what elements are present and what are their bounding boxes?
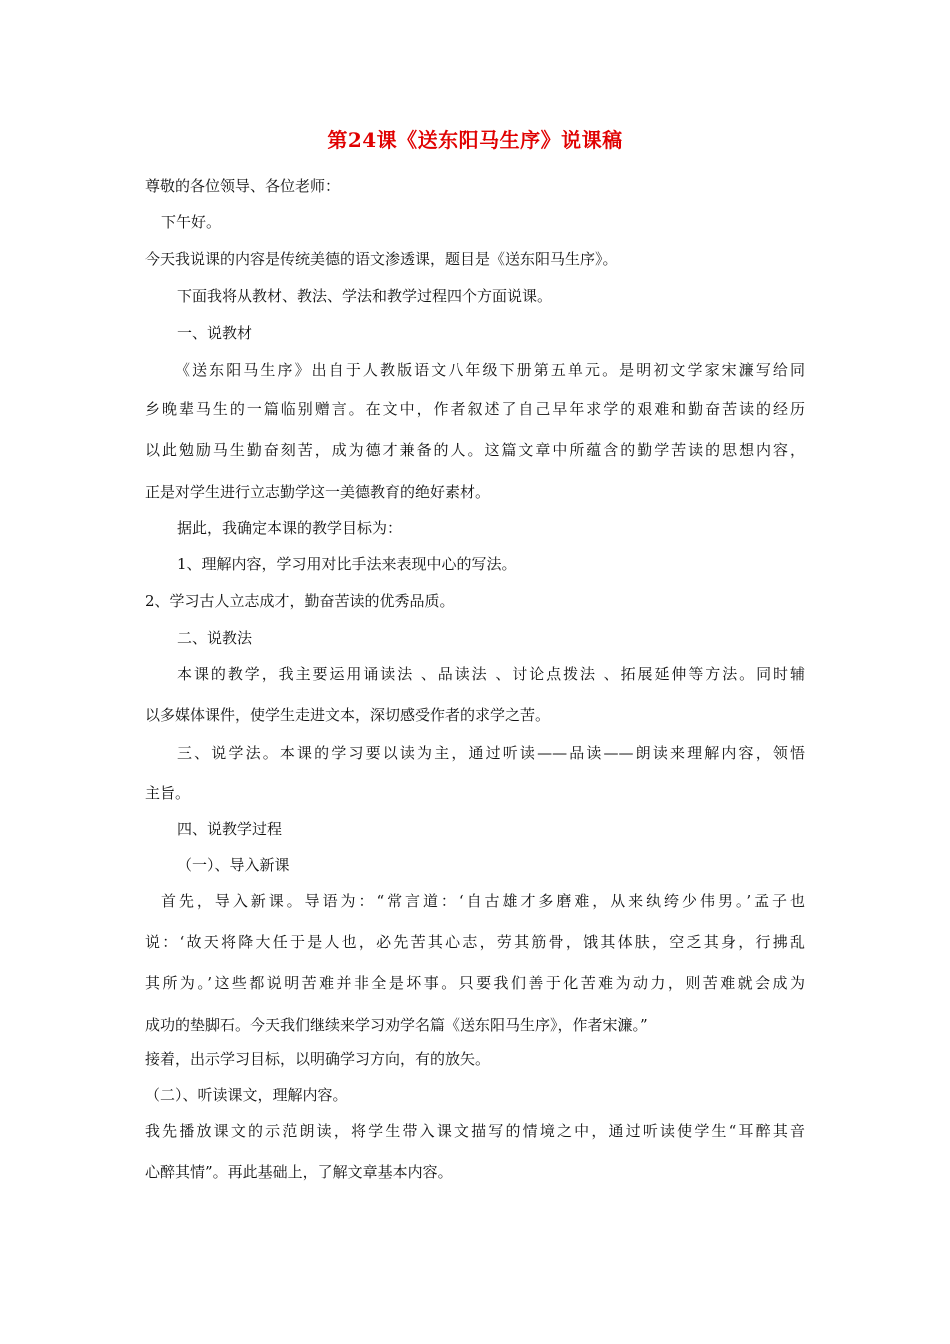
paragraph-line: 以此勉励马生勤奋刻苦，成为德才兼备的人。这篇文章中所蕴含的勤学苦读的思想内容，	[145, 441, 805, 459]
paragraph-line: 以多媒体课件，使学生走进文本，深切感受作者的求学之苦。	[145, 706, 551, 724]
paragraph-line: 主旨。	[145, 784, 191, 802]
greeting: 下午好。	[161, 213, 222, 231]
paragraph-line: 首先，导入新课。导语为：“常言道：‘自古雄才多磨难，从来纨绔少伟男。’孟子也	[161, 892, 805, 910]
paragraph-line: 本课的教学，我主要运用诵读法 、品读法 、讨论点拨法 、拓展延伸等方法。同时辅	[177, 665, 805, 683]
section-heading: 四、说教学过程	[177, 820, 283, 838]
paragraph-line: 正是对学生进行立志勤学这一美德教育的绝好素材。	[145, 483, 491, 501]
salutation: 尊敬的各位领导、各位老师：	[145, 177, 341, 195]
list-item: 1、理解内容，学习用对比手法来表现中心的写法。	[177, 555, 517, 573]
paragraph-line: 我先播放课文的示范朗读，将学生带入课文描写的情境之中，通过听读使学生“耳醉其音	[145, 1122, 805, 1140]
paragraph-line: 其所为。’这些都说明苦难并非全是坏事。只要我们善于化苦难为动力，则苦难就会成为	[145, 974, 805, 992]
document-title: 第24课《送东阳马生序》说课稿	[327, 128, 623, 152]
paragraph-line: 心醉其情”。再此基础上，了解文章基本内容。	[145, 1163, 453, 1181]
section-heading: 一、说教材	[177, 324, 253, 342]
paragraph-line: 说：‘故天将降大任于是人也，必先苦其心志，劳其筋骨，饿其体肤，空乏其身，行拂乱	[145, 933, 805, 951]
paragraph-line: 乡晚辈马生的一篇临别赠言。在文中，作者叙述了自己早年求学的艰难和勤奋苦读的经历	[145, 400, 805, 418]
paragraph-line: 今天我说课的内容是传统美德的语文渗透课，题目是《送东阳马生序》。	[145, 250, 618, 268]
paragraph-line: 三、说学法。本课的学习要以读为主，通过听读——品读——朗读来理解内容，领悟	[177, 744, 805, 762]
paragraph-line: 《送东阳马生序》出自于人教版语文八年级下册第五单元。是明初文学家宋濂写给同	[175, 361, 805, 379]
list-item: 2、学习古人立志成才，勤奋苦读的优秀品质。	[145, 592, 455, 610]
paragraph-line: 下面我将从教材、教法、学法和教学过程四个方面说课。	[177, 287, 553, 305]
paragraph-line: 成功的垫脚石。今天我们继续来学习劝学名篇《送东阳马生序》，作者宋濂。”	[145, 1016, 648, 1034]
subsection-heading: （二）、听读课文，理解内容。	[145, 1086, 348, 1104]
section-heading: 二、说教法	[177, 629, 253, 647]
subsection-heading: （一）、导入新课	[177, 856, 290, 874]
paragraph-line: 据此，我确定本课的教学目标为：	[177, 519, 403, 537]
paragraph-line: 接着，出示学习目标，以明确学习方向，有的放矢。	[145, 1050, 491, 1068]
